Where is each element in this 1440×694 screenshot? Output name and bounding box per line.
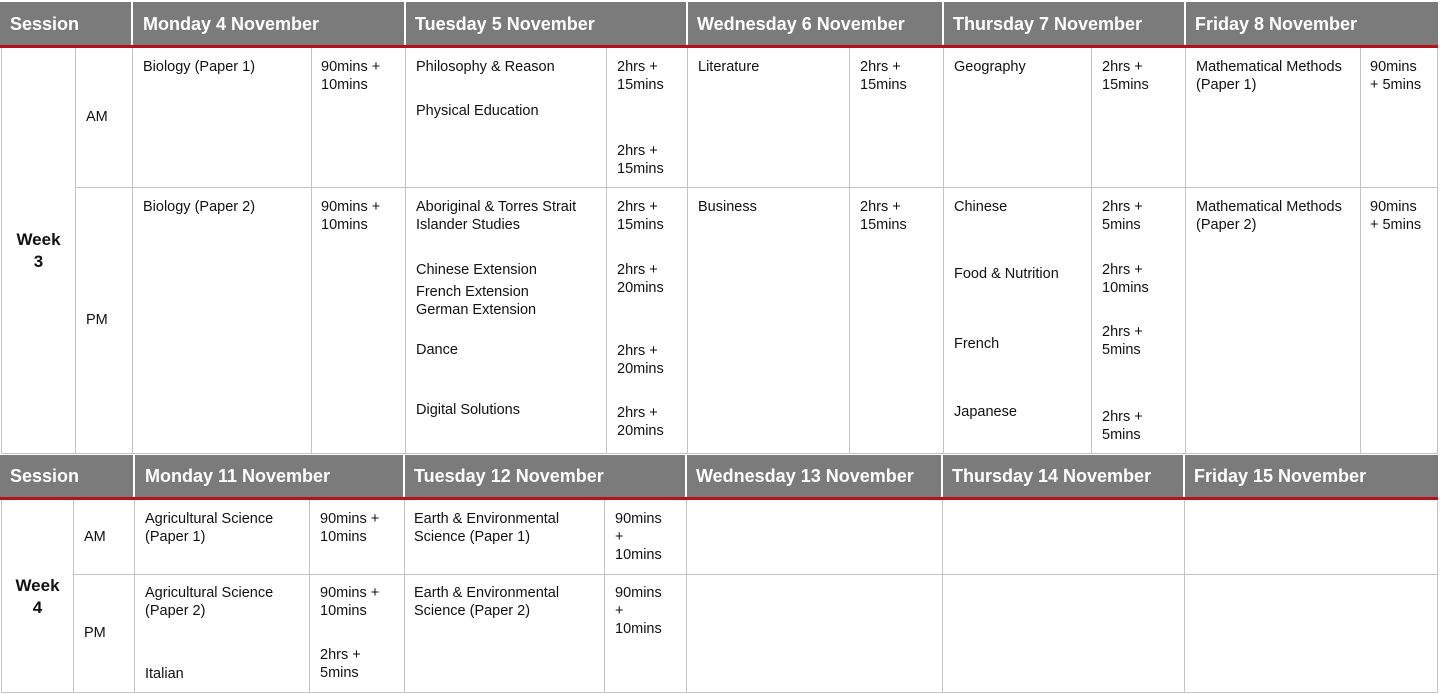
exam-duration: 2hrs + 5mins bbox=[320, 647, 361, 681]
exam-subject: Literature bbox=[698, 59, 760, 75]
grid-line bbox=[604, 500, 605, 693]
header-session: Session bbox=[0, 455, 135, 498]
exam-subject: Aboriginal & Torres Strait Islander Studies bbox=[416, 199, 577, 233]
grid-line bbox=[404, 500, 405, 693]
grid-line bbox=[1437, 500, 1438, 693]
header-day-thu: Thursday 7 November bbox=[943, 2, 1185, 46]
grid-line bbox=[606, 48, 607, 454]
grid-line bbox=[311, 48, 312, 454]
exam-duration: 2hrs + 20mins bbox=[617, 262, 664, 296]
exam-duration: 90mins + 10mins bbox=[615, 585, 662, 637]
grid-line bbox=[132, 48, 133, 454]
exam-duration: 2hrs + 10mins bbox=[1102, 262, 1149, 296]
exam-subject: French Extension German Extension bbox=[416, 284, 537, 318]
grid-line bbox=[75, 48, 76, 454]
grid-line bbox=[1, 692, 1438, 693]
exam-subject: Biology (Paper 1) bbox=[143, 59, 256, 75]
exam-subject: Food & Nutrition bbox=[954, 266, 1059, 282]
header-day-wed: Wednesday 6 November bbox=[687, 2, 943, 46]
grid-line bbox=[849, 48, 850, 454]
exam-subject: Philosophy & Reason bbox=[416, 59, 555, 75]
exam-subject: Agricultural Science (Paper 2) bbox=[145, 585, 274, 619]
header-day-tue: Tuesday 12 November bbox=[404, 455, 686, 498]
header-divider bbox=[403, 455, 405, 498]
exam-subject: Geography bbox=[954, 59, 1026, 75]
exam-duration: 2hrs + 15mins bbox=[860, 59, 907, 93]
exam-duration: 2hrs + 15mins bbox=[617, 59, 664, 93]
grid-line bbox=[1360, 48, 1361, 454]
exam-subject: Mathematical Methods (Paper 1) bbox=[1196, 59, 1342, 93]
exam-subject: Japanese bbox=[954, 404, 1017, 420]
grid-line bbox=[943, 48, 944, 454]
grid-line bbox=[1185, 48, 1186, 454]
exam-subject: Agricultural Science (Paper 1) bbox=[145, 511, 274, 545]
header-day-fri: Friday 15 November bbox=[1184, 455, 1438, 498]
exam-subject: Chinese Extension bbox=[416, 262, 537, 278]
exam-duration: 90mins + 10mins bbox=[615, 511, 662, 563]
exam-duration: 90mins + 10mins bbox=[320, 511, 380, 545]
header-divider bbox=[1184, 2, 1186, 46]
header-divider bbox=[131, 2, 133, 46]
grid-line bbox=[309, 500, 310, 693]
header-day-fri: Friday 8 November bbox=[1185, 2, 1438, 46]
grid-line bbox=[1184, 500, 1185, 693]
exam-duration: 2hrs + 20mins bbox=[617, 343, 664, 377]
exam-duration: 2hrs + 15mins bbox=[860, 199, 907, 233]
exam-subject: Chinese bbox=[954, 199, 1008, 215]
grid-line bbox=[405, 48, 406, 454]
session-pm-label: PM bbox=[86, 312, 108, 328]
exam-subject: Mathematical Methods (Paper 2) bbox=[1196, 199, 1342, 233]
exam-subject: Business bbox=[698, 199, 757, 215]
header-divider bbox=[133, 455, 135, 498]
exam-duration: 90mins + 10mins bbox=[320, 585, 380, 619]
grid-line bbox=[134, 500, 135, 693]
header-day-mon: Monday 11 November bbox=[135, 455, 404, 498]
header-divider bbox=[685, 455, 687, 498]
exam-subject: Digital Solutions bbox=[416, 402, 520, 418]
exam-duration: 90mins + 5mins bbox=[1370, 199, 1422, 233]
header-divider bbox=[942, 2, 944, 46]
exam-subject: Biology (Paper 2) bbox=[143, 199, 256, 215]
header-underline bbox=[0, 497, 1438, 500]
exam-duration: 90mins + 5mins bbox=[1370, 59, 1422, 93]
grid-line bbox=[73, 500, 74, 693]
exam-duration: 2hrs + 15mins bbox=[617, 143, 664, 177]
exam-duration: 2hrs + 20mins bbox=[617, 405, 664, 439]
grid-line bbox=[1091, 48, 1092, 454]
session-pm-label: PM bbox=[84, 625, 106, 641]
exam-duration: 2hrs + 5mins bbox=[1102, 199, 1143, 233]
header-divider bbox=[941, 455, 943, 498]
exam-duration: 90mins + 10mins bbox=[321, 59, 381, 93]
header-session: Session bbox=[0, 2, 133, 46]
exam-duration: 90mins + 10mins bbox=[321, 199, 381, 233]
header-day-mon: Monday 4 November bbox=[133, 2, 405, 46]
grid-line bbox=[75, 187, 1438, 188]
grid-line bbox=[1437, 48, 1438, 454]
session-am-label: AM bbox=[86, 109, 108, 125]
exam-subject: Italian bbox=[145, 666, 184, 682]
session-am-label: AM bbox=[84, 529, 106, 545]
exam-subject: Physical Education bbox=[416, 103, 539, 119]
header-day-tue: Tuesday 5 November bbox=[405, 2, 687, 46]
exam-subject: Earth & Environmental Science (Paper 2) bbox=[414, 585, 560, 619]
grid-line bbox=[942, 500, 943, 693]
grid-line bbox=[1, 453, 1438, 454]
header-divider bbox=[686, 2, 688, 46]
week-label: Week 3 bbox=[16, 230, 61, 271]
grid-line bbox=[686, 500, 687, 693]
header-day-wed: Wednesday 13 November bbox=[686, 455, 942, 498]
exam-subject: Dance bbox=[416, 342, 458, 358]
exam-duration: 2hrs + 5mins bbox=[1102, 409, 1143, 443]
exam-duration: 2hrs + 15mins bbox=[1102, 59, 1149, 93]
header-divider bbox=[404, 2, 406, 46]
grid-line bbox=[73, 574, 1438, 575]
header-divider bbox=[1183, 455, 1185, 498]
week-label: Week 4 bbox=[15, 576, 60, 617]
exam-duration: 2hrs + 5mins bbox=[1102, 324, 1143, 358]
header-day-thu: Thursday 14 November bbox=[942, 455, 1184, 498]
exam-subject: Earth & Environmental Science (Paper 1) bbox=[414, 511, 560, 545]
exam-subject: French bbox=[954, 336, 1000, 352]
exam-duration: 2hrs + 15mins bbox=[617, 199, 664, 233]
grid-line bbox=[687, 48, 688, 454]
header-underline bbox=[0, 45, 1438, 48]
